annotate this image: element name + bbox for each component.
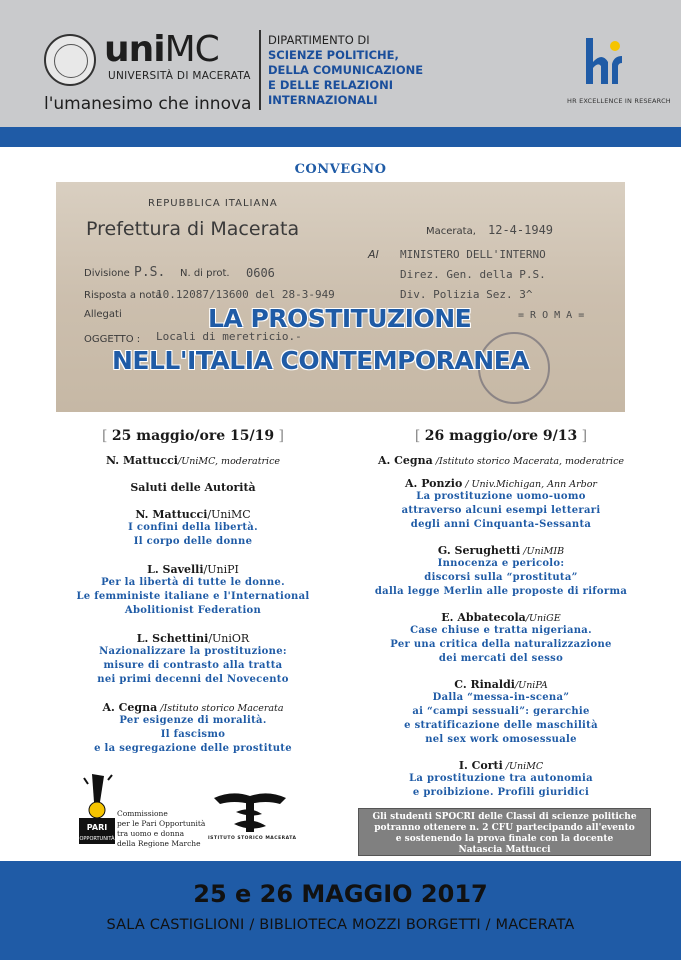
speaker-name: L. Savelli	[147, 563, 204, 576]
doc-roma: = R O M A =	[518, 310, 585, 321]
talk-title: e la segregazione delle prostitute	[94, 743, 292, 754]
header	[0, 0, 681, 127]
talk-item	[58, 701, 328, 756]
talk-title: attraverso alcuni esempi letterari	[401, 505, 601, 516]
speaker-affiliation: /UniMC, moderatrice	[178, 456, 281, 467]
doc-risposta-label: Risposta a nota	[84, 290, 162, 301]
day2-label: 26 maggio/ore 9/13	[424, 428, 578, 444]
pari-opportunita-logo-icon	[78, 772, 116, 844]
istituto-storico-logo-icon	[212, 788, 288, 836]
department-name	[268, 33, 468, 108]
logo-mc-text: MC	[164, 29, 219, 70]
cfu-notice-box	[358, 808, 651, 856]
talk-title: Le femministe italiane e l'International	[76, 591, 310, 602]
dept-line: E DELLE RELAZIONI	[268, 78, 394, 92]
speaker-name: I. Corti	[458, 759, 503, 772]
header-blue-bar	[0, 127, 681, 147]
speaker-name: A. Ponzio	[405, 477, 463, 490]
talk-title: ai “campi sessuali”: gerarchie	[412, 706, 590, 717]
pari-text-line: per le Pari Opportunità	[117, 819, 206, 828]
event-dates: 25 e 26 MAGGIO 2017	[193, 880, 488, 908]
doc-date: 12-4-1949	[488, 223, 554, 237]
university-motto: l'umanesimo che innova	[44, 94, 252, 114]
speaker-name: E. Abbatecola	[441, 611, 526, 624]
talk-title: misure di contrasto alla tratta	[103, 660, 283, 671]
day1-label: 25 maggio/ore 15/19	[111, 428, 275, 444]
program-day1	[58, 428, 328, 766]
talk-title: discorsi sulla “prostituta”	[424, 572, 578, 583]
talk-item	[58, 454, 328, 467]
talk-title: La prostituzione tra autonomia	[409, 773, 593, 784]
doc-prot-label: N. di prot.	[180, 268, 230, 279]
conference-title-line2: NELL'ITALIA CONTEMPORANEA	[112, 346, 530, 375]
speaker-affiliation: /Istituto storico Macerata, moderatrice	[432, 456, 625, 467]
doc-allegati: Allegati	[84, 309, 122, 320]
speaker-affiliation: /UniMC	[207, 508, 251, 521]
doc-risposta: 10.12087/13600 del 28-3-949	[156, 288, 335, 301]
speaker-name: G. Serughetti	[437, 544, 521, 557]
doc-al: Al	[368, 248, 379, 261]
header-divider	[259, 30, 261, 110]
talk-item	[352, 678, 650, 747]
talk-title: Nazionalizzare la prostituzione:	[99, 646, 287, 657]
svg-text:PARI: PARI	[86, 823, 108, 832]
speaker-name: A. Cegna	[102, 701, 158, 714]
notice-line: potranno ottenere n. 2 CFU partecipando all'evento	[374, 823, 635, 833]
doc-oggetto: Locali di meretricio.-	[156, 330, 302, 343]
talk-title: Il fascismo	[160, 729, 226, 740]
doc-prefettura: Prefettura di Macerata	[86, 218, 300, 240]
istituto-storico-text: ISTITUTO STORICO MACERATA	[208, 836, 297, 841]
speaker-affiliation: /Istituto storico Macerata	[157, 703, 284, 714]
unimc-logo	[104, 30, 219, 70]
talk-title: Per esigenze di moralità.	[119, 715, 267, 726]
speaker-affiliation: /UniGE	[525, 613, 561, 624]
hr-excellence-logo-icon	[584, 36, 624, 88]
doc-prot: 0606	[246, 266, 275, 280]
pari-text-line: tra uomo e donna	[117, 829, 185, 838]
doc-macerata: Macerata,	[426, 226, 476, 237]
talk-item	[352, 544, 650, 599]
pari-text-line: Commissione	[117, 809, 168, 818]
talk-title: I confini della libertà.	[128, 522, 258, 533]
talk-item	[352, 454, 650, 467]
conference-title-line1: LA PROSTITUZIONE	[208, 304, 472, 333]
talk-title: Case chiuse e tratta nigeriana.	[410, 625, 592, 636]
doc-ministero: MINISTERO DELL'INTERNO	[400, 248, 546, 261]
talk-item	[58, 563, 328, 618]
speaker-affiliation: /UniMC	[502, 761, 544, 772]
dept-line: SCIENZE POLITICHE,	[268, 48, 399, 62]
notice-line: Gli studenti SPOCRI delle Classi di scienze politiche	[372, 812, 637, 822]
talk-title: degli anni Cinquanta-Sessanta	[410, 519, 592, 530]
talk-title: La prostituzione uomo-uomo	[416, 491, 586, 502]
day1-header: [ 25 maggio/ore 15/19 ]	[101, 428, 284, 444]
talk-title: Per una critica della naturalizzazione	[390, 639, 612, 650]
doc-oggetto-label: OGGETTO :	[84, 334, 141, 345]
speaker-name: N. Mattucci	[135, 508, 208, 521]
footer-blue-band	[0, 861, 681, 960]
dept-line: INTERNAZIONALI	[268, 93, 378, 107]
speaker-name: Saluti delle Autorità	[130, 481, 256, 494]
doc-divisione-label: Divisione	[84, 268, 130, 279]
talk-title: e proibizione. Profili giuridici	[412, 787, 590, 798]
talk-title: nel sex work omosessuale	[425, 734, 577, 745]
talk-title: Dalla “messa-in-scena”	[432, 692, 570, 703]
speaker-affiliation: /UniPA	[514, 680, 548, 691]
dept-line: DIPARTIMENTO DI	[268, 33, 370, 47]
talk-title: Per la libertà di tutte le donne.	[101, 577, 285, 588]
event-type-label: CONVEGNO	[294, 162, 387, 177]
archival-document-photo	[56, 182, 625, 412]
university-seal-icon	[44, 34, 96, 86]
doc-repubblica: REPUBBLICA ITALIANA	[148, 198, 278, 209]
speaker-name: A. Cegna	[377, 454, 433, 467]
talk-item	[352, 477, 650, 532]
talk-item	[58, 481, 328, 494]
logo-uni-text: uni	[104, 29, 165, 70]
talk-title: nei primi decenni del Novecento	[97, 674, 289, 685]
doc-direz: Direz. Gen. della P.S.	[400, 268, 546, 281]
talk-title: Abolitionist Federation	[124, 605, 262, 616]
speaker-name: N. Mattucci	[105, 454, 178, 467]
program-day2	[352, 428, 650, 810]
talk-item	[58, 508, 328, 549]
hr-excellence-text: HR EXCELLENCE IN RESEARCH	[567, 97, 671, 105]
speaker-affiliation: / Univ.Michigan, Ann Arbor	[462, 479, 597, 490]
svg-text:OPPORTUNITÀ: OPPORTUNITÀ	[79, 836, 115, 842]
pari-opportunita-text	[117, 809, 217, 849]
notice-line: Natascia Mattucci	[458, 845, 551, 855]
talk-title: Il corpo delle donne	[133, 536, 253, 547]
talk-item	[352, 759, 650, 800]
doc-divisione: P.S.	[134, 265, 166, 280]
notice-line: e sostenendo la prova finale con la docente	[395, 834, 614, 844]
pari-text-line: della Regione Marche	[117, 839, 201, 848]
day2-header: [ 26 maggio/ore 9/13 ]	[414, 428, 588, 444]
talk-title: dei mercati del sesso	[438, 653, 564, 664]
speaker-name: L. Schettini	[136, 632, 209, 645]
talk-title: Innocenza e pericolo:	[437, 558, 565, 569]
dept-line: DELLA COMUNICAZIONE	[268, 63, 424, 77]
speaker-affiliation: /UniPI	[203, 563, 239, 576]
doc-div-polizia: Div. Polizia Sez. 3^	[400, 288, 533, 301]
event-venue: SALA CASTIGLIONI / BIBLIOTECA MOZZI BORGETTI / MACERATA	[106, 917, 575, 933]
university-name: UNIVERSITÀ DI MACERATA	[108, 70, 251, 82]
talk-title: e stratificazione delle maschilità	[404, 720, 598, 731]
talk-item	[58, 632, 328, 687]
talk-title: dalla legge Merlin alle proposte di riforma	[374, 586, 628, 597]
talk-item	[352, 611, 650, 666]
speaker-affiliation: /UniMIB	[520, 546, 565, 557]
speaker-name: C. Rinaldi	[454, 678, 515, 691]
speaker-affiliation: /UniOR	[208, 632, 250, 645]
